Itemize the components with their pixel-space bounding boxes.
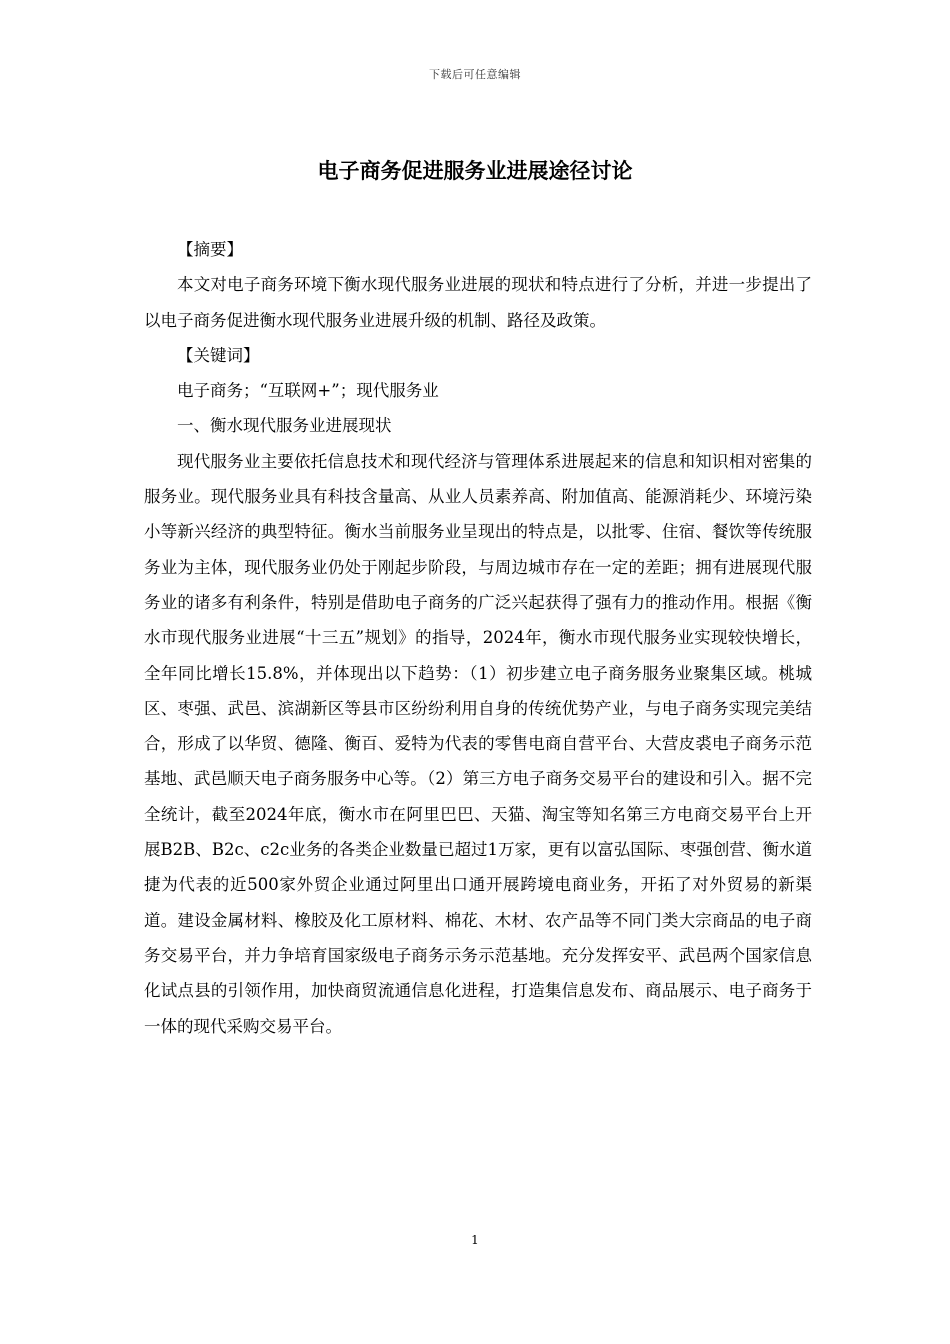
document-body: [144, 232, 812, 1044]
section-1-paragraph: 现代服务业主要依托信息技术和现代经济与管理体系进展起来的信息和知识相对密集的服务业。现代服务业具有科技含量高、从业人员素养高、附加值高、能源消耗少、环境污染小等新兴经济的典型特征。衡水当前服务业呈现出的特点是，以批零、住宿、餐饮等传统服务业为主体，现代服务业仍处于刚起步阶段，与周边城市存在一定的差距；拥有进展现代服务业的诸多有利条件，特别是借助电子商务的广泛兴起获得了强有力的推动作用。根据《衡水市现代服务业进展“十三五”规划》的指导，2024年，衡水市现代服务业实现较快增长，全年同比增长15.8%，并体现出以下趋势：（1）初步建立电子商务服务业聚集区域。桃城区、枣强、武邑、滨湖新区等县市区纷纷利用自身的传统优势产业，与电子商务实现完美结合，形成了以华贸、德隆、衡百、爱特为代表的零售电商自营平台、大营皮裘电子商务示范基地、武邑顺天电子商务服务中心等。（2）第三方电子商务交易平台的建设和引入。据不完全统计，截至2024年底，衡水市在阿里巴巴、天猫、淘宝等知名第三方电商交易平台上开展B2B、B2c、c2c业务的各类企业数量已超过1万家，更有以富弘国际、枣强创营、衡水道捷为代表的近500家外贸企业通过阿里出口通开展跨境电商业务，开拓了对外贸易的新渠道。建设金属材料、橡胶及化工原材料、棉花、木材、农产品等不同门类大宗商品的电子商务交易平台，并力争培育国家级电子商务示务示范基地。充分发挥安平、武邑两个国家信息化试点县的引领作用，加快商贸流通信息化进程，打造集信息发布、商品展示、电子商务于一体的现代采购交易平台。: [144, 451, 812, 1036]
document-title: 电子商务促进服务业进展途径讨论: [317, 159, 633, 183]
keywords-heading: 【关键词】: [177, 345, 260, 365]
abstract-heading: 【摘要】: [177, 240, 243, 259]
keywords-text: 电子商务；“互联网+”；现代服务业: [177, 381, 439, 401]
section-1-heading: 一、衡水现代服务业进展现状: [177, 416, 392, 436]
page-number: 1: [471, 1233, 479, 1247]
abstract-text: 本文对电子商务环境下衡水现代服务业进展的现状和特点进行了分析，并进一步提出了以电子商务促进衡水现代服务业进展升级的机制、路径及政策。: [144, 275, 812, 330]
header-note: 下载后可任意编辑: [429, 68, 521, 81]
